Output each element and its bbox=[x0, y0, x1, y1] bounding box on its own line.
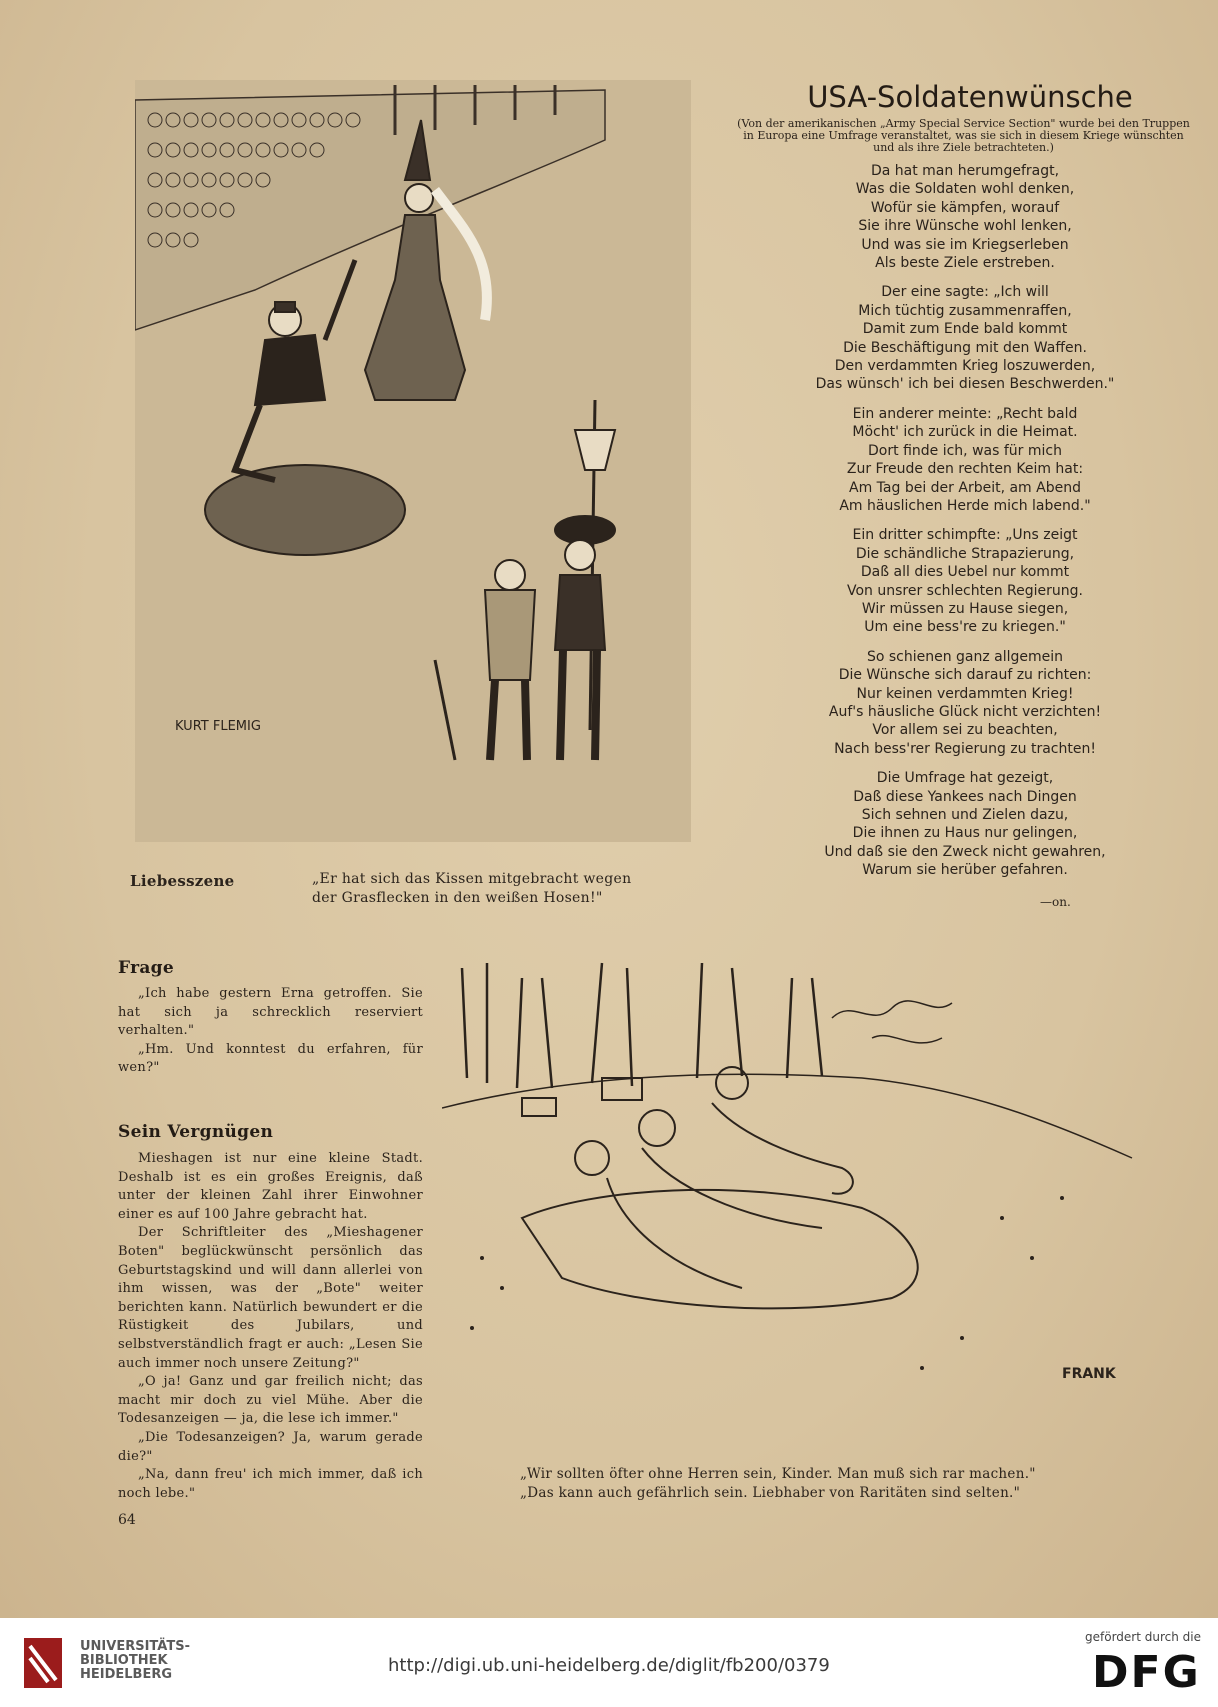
cartoon2-signature: FRANK bbox=[1062, 1366, 1116, 1382]
poem-verse: Mich tüchtig zusammenraffen, bbox=[858, 302, 1072, 319]
cartoon1-caption: „Er hat sich das Kissen mitgebracht wegen der Grasflecken in den weißen Hosen!" bbox=[312, 871, 632, 906]
poem-stanza bbox=[740, 283, 1190, 393]
poem-verse: Nur keinen verdammten Krieg! bbox=[856, 685, 1074, 702]
poem-verse: Was die Soldaten wohl denken, bbox=[855, 181, 1075, 198]
poem-verse: Die Beschäftigung mit den Waffen. bbox=[843, 339, 1087, 356]
poem-title: USA-Soldatenwünsche bbox=[807, 80, 1133, 114]
poem-stanza bbox=[740, 162, 1190, 272]
poem-verse: Am häuslichen Herde mich labend." bbox=[839, 497, 1091, 514]
poem-verse: Daß all dies Uebel nur kommt bbox=[860, 564, 1070, 581]
vergnuegen-paragraph: „Na, dann freu' ich mich immer, daß ich noch lebe." bbox=[118, 1467, 423, 1501]
poem-verse: Wir müssen zu Hause siegen, bbox=[861, 600, 1069, 617]
poem-verse: Damit zum Ende bald kommt bbox=[862, 321, 1068, 338]
vergnuegen-paragraph: Mieshagen ist nur eine kleine Stadt. Deshalb ist es ein großes Ereignis, daß unter der kleinen Zahl ihrer Einwohner einer es auf 100 Jahre gebracht hat. bbox=[118, 1151, 423, 1222]
poem-verse: Warum sie herüber gefahren. bbox=[862, 862, 1068, 879]
poem-verse: Daß diese Yankees nach Dingen bbox=[853, 788, 1077, 805]
cartoon-liebesszene bbox=[135, 80, 691, 842]
poem-intro: (Von der amerikanischen „Army Special Service Section" wurde bei den Truppen in Europa eine Umfrage veranstaltet, was sie sich in diesem Kriege wünschten und als ihre Ziele betrachteten.) bbox=[737, 117, 1190, 154]
vergnuegen-heading: Sein Vergnügen bbox=[118, 1122, 274, 1142]
poem-stanza bbox=[740, 648, 1190, 758]
poem-verse: Als beste Ziele erstreben. bbox=[875, 255, 1055, 272]
university-library-name bbox=[80, 1640, 190, 1682]
poem-verse: Die schändliche Strapazierung, bbox=[855, 545, 1075, 562]
foliage-scribbles bbox=[832, 1001, 952, 1043]
poem-verse: Am Tag bei der Arbeit, am Abend bbox=[849, 479, 1081, 496]
page-number: 64 bbox=[118, 1512, 136, 1528]
cartoon1-signature: KURT FLEMIG bbox=[175, 719, 261, 734]
picnic-women bbox=[522, 1067, 918, 1308]
vergnuegen-paragraph: „O ja! Ganz und gar freilich nicht; das macht mir doch zu viel Mühe. Aber die Todesanzeigen — ja, die lese ich immer." bbox=[118, 1374, 423, 1427]
frage-text bbox=[118, 985, 423, 1078]
poem-verse: Auf's häusliche Glück nicht verzichten! bbox=[828, 703, 1102, 720]
poem-verse: Von unsrer schlechten Regierung. bbox=[847, 582, 1083, 599]
poem-verse: Zur Freude den rechten Keim hat: bbox=[846, 461, 1084, 478]
permalink-url[interactable]: http://digi.ub.uni-heidelberg.de/diglit/fb200/0379 bbox=[388, 1655, 830, 1676]
poem-verse: Den verdammten Krieg loszuwerden, bbox=[834, 358, 1096, 375]
cartoon2-caption-line: „Das kann auch gefährlich sein. Liebhaber von Raritäten sind selten." bbox=[520, 1485, 1021, 1501]
frage-paragraph: „Hm. Und konntest du erfahren, für wen?" bbox=[118, 1041, 423, 1076]
poem-verse: Vor allem sei zu beachten, bbox=[872, 722, 1058, 739]
institution-line: HEIDELBERG bbox=[80, 1667, 173, 1682]
poem-verse: Möcht' ich zurück in die Heimat. bbox=[852, 424, 1078, 441]
poem-verse: So schienen ganz allgemein bbox=[866, 648, 1064, 665]
poem-verse: Ein dritter schimpfte: „Uns zeigt bbox=[852, 527, 1078, 544]
poem-verse: Dort finde ich, was für mich bbox=[868, 442, 1062, 459]
university-library-logo bbox=[20, 1632, 70, 1694]
poem-verse: Ein anderer meinte: „Recht bald bbox=[852, 405, 1078, 422]
poem-verse: Nach bess'rer Regierung zu trachten! bbox=[834, 740, 1096, 757]
poem-body bbox=[740, 162, 1190, 891]
institution-line: BIBLIOTHEK bbox=[80, 1653, 168, 1668]
poem-verse: Der eine sagte: „Ich will bbox=[881, 284, 1049, 301]
vergnuegen-paragraph: Der Schriftleiter des „Mieshagener Boten" beglückwünscht persönlich das Geburtstagskind und will dann allerlei von ihm wissen, was der „Bote" weiter berichten kann. Natürlich bewundert er die Rüstigkeit des Jubilars, und selbstverständlich fragt er auch: „Lesen Sie auch immer noch unsere Zeitung?" bbox=[118, 1225, 423, 1371]
tree-trunks bbox=[462, 963, 822, 1088]
poem-stanza bbox=[740, 769, 1190, 879]
poem-verse: Wofür sie kämpfen, worauf bbox=[870, 199, 1060, 216]
cartoon2-caption-line: „Wir sollten öfter ohne Herren sein, Kinder. Man muß sich rar machen." bbox=[520, 1466, 1036, 1482]
frage-heading: Frage bbox=[118, 958, 174, 978]
poem-verse: Die Wünsche sich darauf zu richten: bbox=[838, 667, 1092, 684]
funding-text: gefördert durch die bbox=[1085, 1630, 1201, 1644]
poem-verse: Sie ihre Wünsche wohl lenken, bbox=[858, 218, 1072, 235]
poem-stanza bbox=[740, 526, 1190, 636]
poem-verse: Da hat man herumgefragt, bbox=[870, 163, 1060, 179]
frage-paragraph: „Ich habe gestern Erna getroffen. Sie hat sich ja schrecklich reserviert verhalten." bbox=[118, 986, 423, 1039]
institution-line: UNIVERSITÄTS- bbox=[80, 1639, 190, 1654]
ground-dots bbox=[470, 1196, 1064, 1370]
cartoon-picnic bbox=[442, 958, 1142, 1458]
dfg-logo: DFG bbox=[1092, 1647, 1201, 1698]
cartoon1-caption-title: Liebesszene bbox=[130, 872, 235, 890]
cartoon2-caption bbox=[520, 1465, 1120, 1503]
poem-verse: Die Umfrage hat gezeigt, bbox=[876, 770, 1054, 787]
vergnuegen-text bbox=[118, 1150, 423, 1503]
poem-verse: Und was sie im Kriegserleben bbox=[861, 236, 1069, 253]
vergnuegen-paragraph: „Die Todesanzeigen? Ja, warum gerade die?" bbox=[118, 1429, 423, 1464]
poem-verse: Das wünsch' ich bei diesen Beschwerden." bbox=[815, 376, 1115, 393]
poem-author: —on. bbox=[1040, 895, 1071, 909]
poem-verse: Um eine bess're zu kriegen." bbox=[864, 619, 1066, 636]
poem-verse: Und daß sie den Zweck nicht gewahren, bbox=[824, 843, 1106, 860]
poem-verse: Die ihnen zu Haus nur gelingen, bbox=[852, 825, 1078, 842]
poem-stanza bbox=[740, 405, 1190, 515]
poem-verse: Sich sehnen und Zielen dazu, bbox=[861, 807, 1069, 823]
